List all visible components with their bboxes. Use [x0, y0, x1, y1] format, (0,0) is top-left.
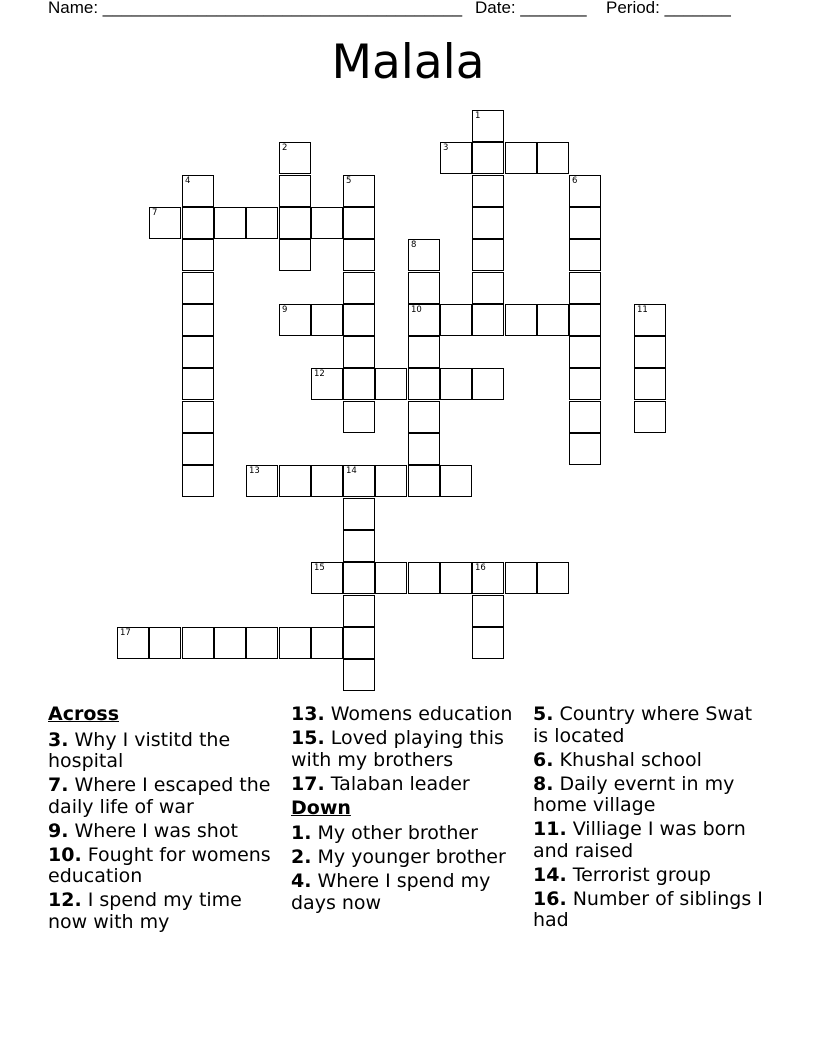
crossword-cell[interactable]	[182, 401, 214, 433]
cell-number: 12	[314, 369, 325, 379]
crossword-cell[interactable]	[311, 304, 343, 336]
crossword-cell[interactable]	[311, 562, 343, 594]
crossword-cell[interactable]	[537, 304, 569, 336]
clue-number: 4.	[291, 870, 312, 892]
crossword-cell[interactable]	[182, 239, 214, 271]
clue-text: Country where Swat is located	[533, 703, 753, 747]
crossword-cell[interactable]	[375, 562, 407, 594]
clues-column-3	[533, 702, 773, 934]
crossword-cell[interactable]	[375, 465, 407, 497]
down-clue-2	[291, 847, 526, 869]
clue-number: 12.	[48, 889, 82, 911]
across-clue-10	[48, 845, 283, 888]
crossword-cell[interactable]	[343, 272, 375, 304]
crossword-cell[interactable]	[472, 142, 504, 174]
cell-number: 14	[346, 466, 357, 476]
down-clue-6	[533, 750, 773, 772]
crossword-cell[interactable]	[408, 304, 440, 336]
clue-number: 6.	[533, 748, 554, 771]
crossword-cell[interactable]	[117, 627, 149, 659]
crossword-cell[interactable]	[343, 239, 375, 271]
clue-text: My other brother	[317, 822, 478, 844]
crossword-cell[interactable]	[279, 304, 311, 336]
down-clue-8	[533, 774, 773, 817]
crossword-cell[interactable]	[246, 207, 278, 239]
across-clue-7	[48, 775, 283, 818]
across-clue-3	[48, 730, 283, 773]
crossword-cell[interactable]	[246, 465, 278, 497]
crossword-cell[interactable]	[537, 562, 569, 594]
crossword-cell[interactable]	[408, 368, 440, 400]
crossword-cell[interactable]	[311, 207, 343, 239]
down-clue-11	[533, 819, 773, 862]
crossword-cell[interactable]	[343, 401, 375, 433]
clue-number: 7.	[48, 774, 69, 796]
crossword-cell[interactable]	[634, 304, 666, 336]
crossword-cell[interactable]	[149, 627, 181, 659]
crossword-cell[interactable]	[375, 368, 407, 400]
crossword-cell[interactable]	[408, 239, 440, 271]
clues-column-1	[48, 702, 283, 936]
clue-number: 15.	[291, 727, 325, 749]
crossword-cell[interactable]	[246, 627, 278, 659]
clue-number: 11.	[533, 818, 567, 840]
period-field-label: Period: _______	[606, 0, 731, 17]
crossword-cell[interactable]	[537, 142, 569, 174]
clue-text: Daily evernt in my home village	[533, 772, 735, 816]
cell-number: 9	[282, 305, 288, 315]
crossword-cell[interactable]	[472, 368, 504, 400]
clue-text: Terrorist group	[572, 863, 711, 886]
down-heading: Down	[291, 796, 351, 819]
crossword-cell[interactable]	[569, 336, 601, 368]
clue-text: Why I vistitd the hospital	[48, 728, 231, 772]
crossword-cell[interactable]	[440, 465, 472, 497]
crossword-cell[interactable]	[279, 465, 311, 497]
crossword-cell[interactable]	[182, 207, 214, 239]
crossword-cell[interactable]	[569, 175, 601, 207]
crossword-cell[interactable]	[408, 465, 440, 497]
crossword-cell[interactable]	[505, 142, 537, 174]
crossword-cell[interactable]	[634, 401, 666, 433]
clue-text: Fought for womens education	[48, 843, 271, 887]
across-clue-12	[48, 890, 283, 933]
cell-number: 13	[249, 466, 260, 476]
crossword-cell[interactable]	[311, 627, 343, 659]
crossword-cell[interactable]	[279, 239, 311, 271]
crossword-cell[interactable]	[408, 336, 440, 368]
crossword-cell[interactable]	[569, 272, 601, 304]
cell-number: 11	[637, 305, 648, 315]
crossword-cell[interactable]	[472, 239, 504, 271]
crossword-cell[interactable]	[408, 433, 440, 465]
page-title: Malala	[331, 35, 485, 90]
crossword-cell[interactable]	[343, 659, 375, 691]
clue-text: Loved playing this with my brothers	[291, 727, 504, 771]
down-clue-4	[291, 871, 526, 914]
clue-number: 10.	[48, 843, 82, 866]
cell-number: 3	[443, 143, 449, 153]
clue-number: 13.	[291, 703, 325, 725]
crossword-cell[interactable]	[440, 562, 472, 594]
crossword-cell[interactable]	[343, 627, 375, 659]
crossword-cell[interactable]	[408, 272, 440, 304]
across-clue-9	[48, 821, 283, 843]
crossword-cell[interactable]	[569, 368, 601, 400]
clue-text: Where I spend my days now	[291, 870, 491, 914]
crossword-cell[interactable]	[505, 304, 537, 336]
name-field-label: Name: ______________________________________	[48, 0, 463, 17]
crossword-cell[interactable]	[343, 562, 375, 594]
down-clue-14	[533, 865, 773, 887]
crossword-cell[interactable]	[440, 304, 472, 336]
cell-number: 15	[314, 563, 325, 573]
crossword-cell[interactable]	[569, 304, 601, 336]
crossword-cell[interactable]	[343, 465, 375, 497]
clue-text: My younger brother	[317, 846, 506, 868]
crossword-cell[interactable]	[343, 304, 375, 336]
clue-text: Khushal school	[559, 748, 702, 771]
crossword-cell[interactable]	[634, 368, 666, 400]
crossword-cell[interactable]	[182, 175, 214, 207]
clue-number: 3.	[48, 728, 69, 751]
crossword-cell[interactable]	[343, 368, 375, 400]
crossword-cell[interactable]	[472, 562, 504, 594]
crossword-cell[interactable]	[279, 175, 311, 207]
crossword-cell[interactable]	[182, 627, 214, 659]
crossword-cell[interactable]	[505, 562, 537, 594]
crossword-cell[interactable]	[149, 207, 181, 239]
down-clue-5	[533, 704, 773, 747]
crossword-cell[interactable]	[343, 498, 375, 530]
clues-column-2	[291, 702, 526, 917]
crossword-cell[interactable]	[472, 207, 504, 239]
across-heading: Across	[48, 703, 120, 725]
crossword-cell[interactable]	[343, 207, 375, 239]
crossword-cell[interactable]	[279, 142, 311, 174]
clue-text: Where I was shot	[74, 819, 238, 842]
clue-text: Where I escaped the daily life of war	[48, 774, 271, 818]
cell-number: 7	[152, 208, 158, 218]
crossword-cell[interactable]	[279, 207, 311, 239]
clue-text: Womens education	[330, 703, 513, 725]
crossword-cell[interactable]	[472, 175, 504, 207]
clue-text: Villiage I was born and raised	[533, 818, 746, 862]
down-clue-1	[291, 823, 526, 845]
date-field-label: Date: _______	[475, 0, 587, 17]
crossword-cell[interactable]	[343, 175, 375, 207]
cell-number: 4	[185, 176, 191, 186]
clue-text: I spend my time now with my	[48, 889, 242, 933]
crossword-cell[interactable]	[440, 142, 472, 174]
clue-number: 16.	[533, 887, 567, 910]
clue-number: 1.	[291, 822, 312, 844]
crossword-cell[interactable]	[182, 433, 214, 465]
cell-number: 2	[282, 143, 288, 153]
clue-text: Number of siblings I had	[533, 887, 763, 931]
crossword-cell[interactable]	[569, 207, 601, 239]
across-clue-17	[291, 774, 526, 796]
cell-number: 8	[411, 240, 417, 250]
clue-number: 17.	[291, 772, 325, 795]
crossword-cell[interactable]	[214, 207, 246, 239]
crossword-cell[interactable]	[311, 368, 343, 400]
crossword-cell[interactable]	[472, 110, 504, 142]
crossword-cell[interactable]	[472, 272, 504, 304]
crossword-cell[interactable]	[569, 239, 601, 271]
crossword-cell[interactable]	[343, 595, 375, 627]
crossword-cell[interactable]	[343, 336, 375, 368]
crossword-cell[interactable]	[311, 465, 343, 497]
cell-number: 5	[346, 176, 352, 186]
clue-number: 9.	[48, 819, 69, 842]
crossword-cell[interactable]	[569, 433, 601, 465]
crossword-cell[interactable]	[440, 368, 472, 400]
crossword-cell[interactable]	[634, 336, 666, 368]
crossword-cell[interactable]	[279, 627, 311, 659]
crossword-cell[interactable]	[408, 562, 440, 594]
clue-number: 8.	[533, 772, 554, 795]
cell-number: 1	[475, 111, 481, 121]
clue-number: 5.	[533, 703, 554, 725]
cell-number: 16	[475, 563, 486, 573]
clue-number: 14.	[533, 863, 567, 886]
crossword-cell[interactable]	[182, 368, 214, 400]
cell-number: 17	[120, 628, 131, 638]
clue-number: 2.	[291, 846, 312, 868]
crossword-cell[interactable]	[472, 595, 504, 627]
clue-text: Talaban leader	[330, 772, 470, 795]
crossword-cell[interactable]	[472, 304, 504, 336]
across-clue-15	[291, 728, 526, 771]
cell-number: 6	[572, 176, 578, 186]
cell-number: 10	[411, 305, 422, 315]
crossword-cell[interactable]	[182, 465, 214, 497]
crossword-cell[interactable]	[214, 627, 246, 659]
across-clue-13	[291, 704, 526, 726]
crossword-cell[interactable]	[408, 401, 440, 433]
crossword-cell[interactable]	[569, 401, 601, 433]
down-clue-16	[533, 889, 773, 932]
crossword-cell[interactable]	[472, 627, 504, 659]
crossword-cell[interactable]	[182, 272, 214, 304]
crossword-cell[interactable]	[343, 530, 375, 562]
crossword-cell[interactable]	[182, 304, 214, 336]
crossword-cell[interactable]	[182, 336, 214, 368]
